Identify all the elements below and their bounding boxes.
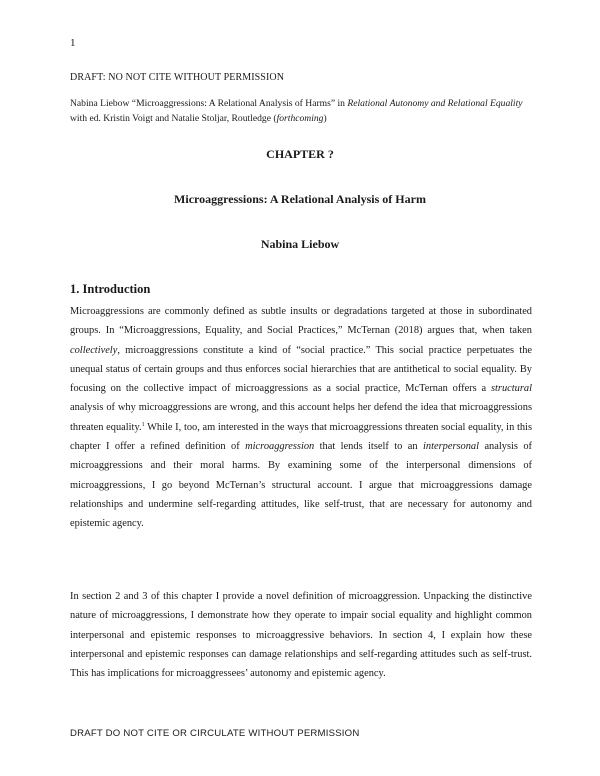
page-number: 1 <box>70 37 76 49</box>
paragraph-text: While I, too, am interested in the ways that microaggressions threaten social equality, in this chapter I offer a refined definition of <box>70 421 532 453</box>
draft-notice-header: DRAFT: NO NOT CITE WITHOUT PERMISSION <box>70 72 285 83</box>
paragraph-text: Microaggressions are commonly defined as subtle insults or degradations targeted at those in subordinated groups. In “Microaggressions, Equality, and Social Practices,” McTernan (2018) argues that, when taken <box>70 306 532 337</box>
citation-middle: with ed. Kristin Voigt and Natalie Stoljar, Routledge ( <box>70 113 277 124</box>
paragraph-text: , microaggressions constitute a kind of “social practice.” This social practice perpetuates the unequal status of certain groups and thus enforces social hierarchies that are antithetical to social equality. By focusing on the collective impact of microaggressions as a social practice, McTernan offers a <box>70 344 532 395</box>
paper-title: Microaggressions: A Relational Analysis of Harm <box>174 192 426 206</box>
author-name: Nabina Liebow <box>260 237 340 251</box>
section-heading: 1. Introduction <box>70 282 151 296</box>
paragraph-overview: In section 2 and 3 of this chapter I provide a novel definition of microaggression. Unpacking the distinctive nature of microaggressions, I demonstrate how they operate to impair social equality and highlight common interpersonal and epistemic responses to microaggressive behaviors. In section 4, I explain how these interpersonal and epistemic responses can damage relationships and self-regarding attitudes such as self-trust. This has implications for microaggressees’ autonomy and epistemic agency. <box>70 591 532 680</box>
citation-suffix: ) <box>323 113 327 124</box>
citation-line <box>70 96 534 126</box>
citation-prefix: Nabina Liebow “Microaggressions: A Relational Analysis of Harms” in <box>70 98 348 109</box>
chapter-label: CHAPTER ? <box>266 147 334 161</box>
emphasis-text: structural <box>491 383 532 395</box>
paragraph-text: analysis of microaggressions and their moral harms. By examining some of the interpersonal dimensions of microaggressions, I go beyond McTernan’s structural account. I argue that microaggressions damage relationships and undermine self-regarding attitudes, like self-trust, that are necessary for autonomy and epistemic agency. <box>70 441 533 530</box>
citation-status: forthcoming <box>276 113 324 124</box>
paragraph-introduction <box>70 302 532 534</box>
paragraph-text: that lends itself to an <box>314 441 424 453</box>
draft-notice-footer: DRAFT DO NOT CITE OR CIRCULATE WITHOUT PERMISSION <box>70 728 360 739</box>
emphasis-text: microaggression <box>245 441 315 453</box>
paragraph-text: analysis of why microaggressions are wrong, and this account helps her defend the idea that microaggressions threaten equality. <box>70 402 532 433</box>
emphasis-text: collectively <box>70 344 118 356</box>
emphasis-text: interpersonal <box>423 441 480 453</box>
citation-book-title: Relational Autonomy and Relational Equality <box>347 98 523 109</box>
footnote-marker: 1 <box>141 421 145 428</box>
